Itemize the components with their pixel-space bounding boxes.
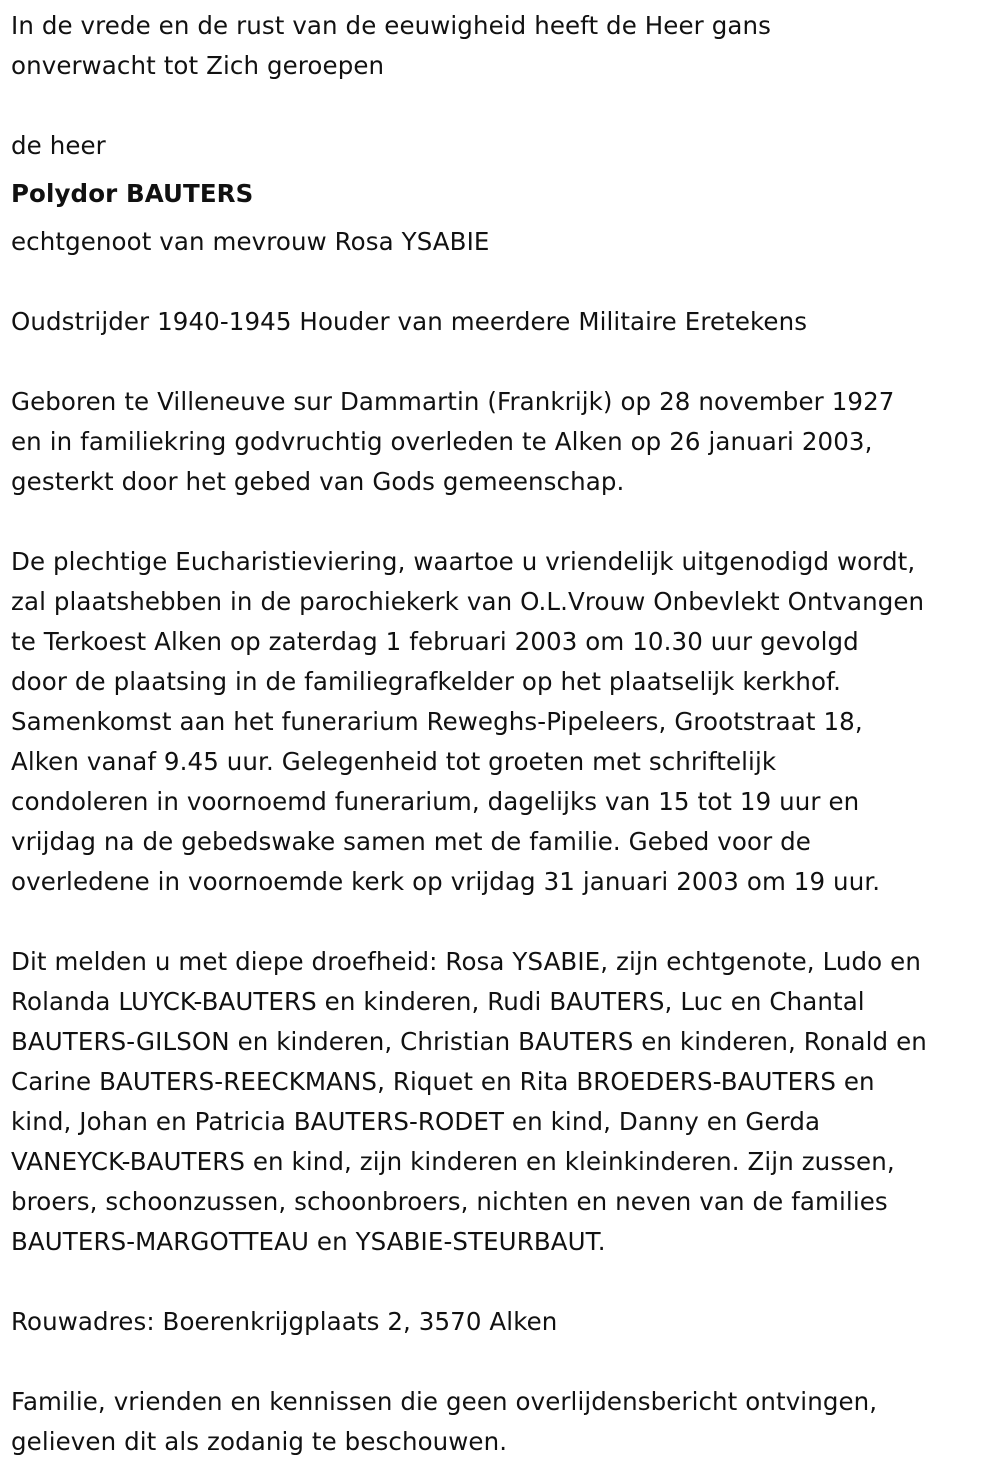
ceremony-line: Alken vanaf 9.45 uur. Gelegenheid tot groeten met schriftelijk [11, 747, 777, 776]
mourners-line: broers, schoonzussen, schoonbroers, nichten en neven van de families [11, 1187, 888, 1216]
deceased-name: Polydor BAUTERS [11, 179, 254, 208]
ceremony-line: te Terkoest Alken op zaterdag 1 februari 2003 om 10.30 uur gevolgd [11, 627, 859, 656]
honors-line: Oudstrijder 1940-1945 Houder van meerdere Militaire Eretekens [11, 307, 808, 336]
mourners-line: Carine BAUTERS-REECKMANS, Riquet en Rita BROEDERS-BAUTERS en [11, 1067, 875, 1096]
spouse-line: echtgenoot van mevrouw Rosa YSABIE [11, 227, 490, 256]
birth-death-line: Geboren te Villeneuve sur Dammartin (Frankrijk) op 28 november 1927 [11, 387, 895, 416]
intro-line: onverwacht tot Zich geroepen [11, 51, 385, 80]
ceremony-line: De plechtige Eucharistieviering, waartoe u vriendelijk uitgenodigd wordt, [11, 547, 916, 576]
closing-line: Familie, vrienden en kennissen die geen overlijdensbericht ontvingen, [11, 1387, 878, 1416]
mourners-line: VANEYCK-BAUTERS en kind, zijn kinderen en kleinkinderen. Zijn zussen, [11, 1147, 895, 1176]
ceremony-line: Samenkomst aan het funerarium Reweghs-Pipeleers, Grootstraat 18, [11, 707, 863, 736]
mourners-line: Rolanda LUYCK-BAUTERS en kinderen, Rudi BAUTERS, Luc en Chantal [11, 987, 865, 1016]
birth-death-line: en in familiekring godvruchtig overleden te Alken op 26 januari 2003, [11, 427, 873, 456]
ceremony-line: overledene in voornoemde kerk op vrijdag 31 januari 2003 om 19 uur. [11, 867, 881, 896]
intro-line: In de vrede en de rust van de eeuwigheid heeft de Heer gans [11, 11, 771, 40]
ceremony-line: condoleren in voornoemd funerarium, dagelijks van 15 tot 19 uur en [11, 787, 860, 816]
birth-death-line: gesterkt door het gebed van Gods gemeenschap. [11, 467, 625, 496]
mourners-line: BAUTERS-MARGOTTEAU en YSABIE-STEURBAUT. [11, 1227, 606, 1256]
ceremony-line: door de plaatsing in de familiegrafkelder op het plaatselijk kerkhof. [11, 667, 841, 696]
mourners-line: Dit melden u met diepe droefheid: Rosa YSABIE, zijn echtgenote, Ludo en [11, 947, 921, 976]
mourners-line: kind, Johan en Patricia BAUTERS-RODET en kind, Danny en Gerda [11, 1107, 821, 1136]
mourners-line: BAUTERS-GILSON en kinderen, Christian BAUTERS en kinderen, Ronald en [11, 1027, 927, 1056]
ceremony-line: vrijdag na de gebedswake samen met de familie. Gebed voor de [11, 827, 811, 856]
closing-line: gelieven dit als zodanig te beschouwen. [11, 1427, 508, 1456]
ceremony-line: zal plaatshebben in de parochiekerk van O.L.Vrouw Onbevlekt Ontvangen [11, 587, 925, 616]
mourning-address: Rouwadres: Boerenkrijgplaats 2, 3570 Alken [11, 1307, 558, 1336]
title-prefix: de heer [11, 131, 106, 160]
